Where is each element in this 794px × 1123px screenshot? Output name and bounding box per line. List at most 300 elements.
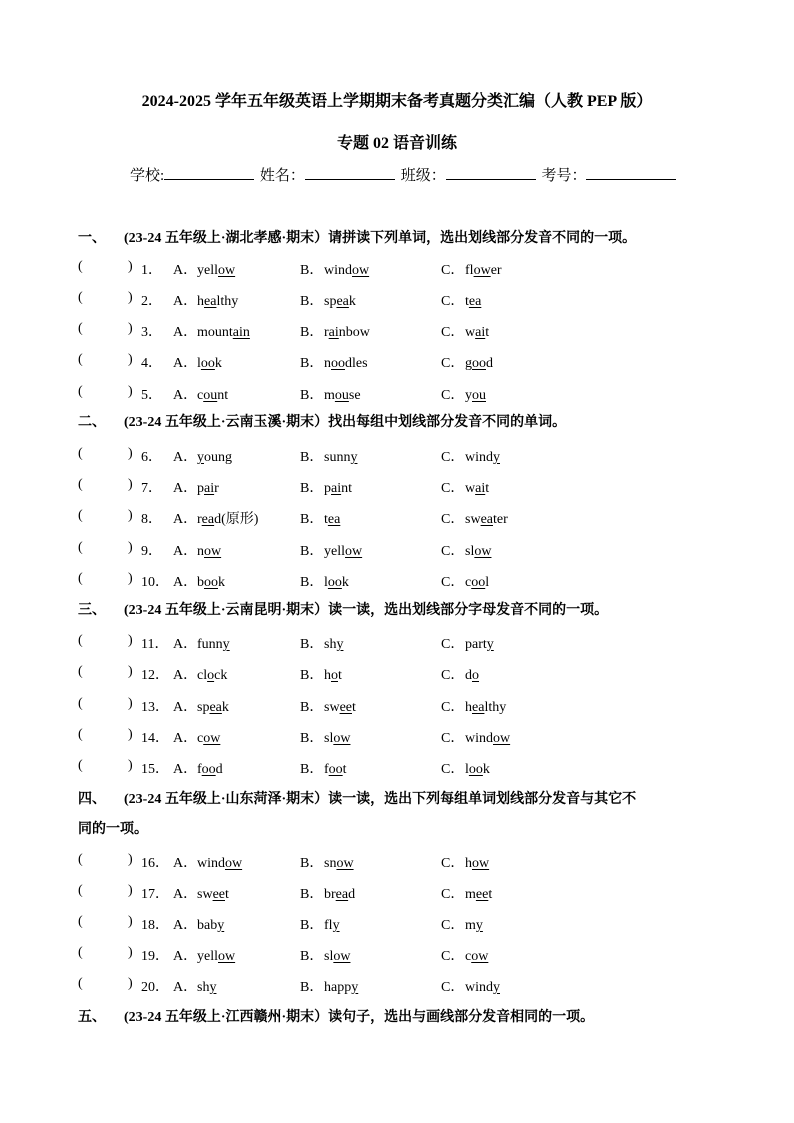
option-word: look <box>465 762 490 777</box>
answer-paren-close: ) <box>128 446 133 461</box>
option-letter: A． <box>173 668 198 683</box>
underlined-part: ow <box>333 731 351 746</box>
option-word: food <box>197 762 223 777</box>
question-number: 16． <box>141 856 169 871</box>
option-a[interactable] <box>173 883 229 903</box>
section-instruction-continued: 同的一项。 <box>78 822 148 837</box>
answer-paren-open[interactable]: ( <box>78 477 83 492</box>
option-word: bread <box>324 887 356 902</box>
option-letter: C． <box>441 668 465 683</box>
option-letter: A． <box>173 512 198 527</box>
option-b[interactable] <box>300 727 350 747</box>
underlined-part: ea <box>209 700 222 715</box>
option-word: snow <box>324 856 354 871</box>
name-blank[interactable] <box>305 165 395 180</box>
question-number: 2． <box>141 294 162 309</box>
underlined-part: y <box>197 450 204 465</box>
option-word: you <box>465 388 486 403</box>
option-c[interactable] <box>441 446 500 466</box>
underlined-part: ow <box>218 949 236 964</box>
option-letter: C． <box>441 856 465 871</box>
section-instruction: (23-24 五年级上·山东菏泽·期末）读一读，选出下列每组单词划线部分发音与其它不 <box>124 792 637 807</box>
option-letter: C． <box>441 949 465 964</box>
option-a[interactable] <box>173 384 228 404</box>
option-word: slow <box>465 544 492 559</box>
option-word: yellow <box>324 544 363 559</box>
page-subtitle: 专题 02 语音训练 <box>336 135 457 152</box>
option-word: look <box>197 356 222 371</box>
underlined-part: oo <box>472 356 486 371</box>
option-word: healthy <box>197 294 239 309</box>
option-letter: B． <box>300 263 324 278</box>
section-heading <box>78 224 728 254</box>
option-letter: A． <box>173 731 198 746</box>
answer-paren-open[interactable]: ( <box>78 914 83 929</box>
question-number: 11． <box>141 637 169 652</box>
answer-paren-open[interactable]: ( <box>78 571 83 586</box>
option-word: window <box>465 731 511 746</box>
answer-paren-open[interactable]: ( <box>78 727 83 742</box>
option-word: pair <box>197 481 219 496</box>
option-letter: C． <box>441 325 465 340</box>
option-letter: A． <box>173 481 198 496</box>
option-b[interactable] <box>300 883 355 903</box>
option-word: mouse <box>324 388 361 403</box>
option-letter: B． <box>300 481 324 496</box>
option-a[interactable] <box>173 259 235 279</box>
option-letter: B． <box>300 762 324 777</box>
option-letter: A． <box>173 356 198 371</box>
option-a[interactable] <box>173 696 229 716</box>
underlined-part: y <box>493 980 500 995</box>
option-word: flower <box>465 263 502 278</box>
option-letter: C． <box>441 388 465 403</box>
option-c[interactable] <box>441 727 510 747</box>
underlined-part: ow <box>333 949 351 964</box>
option-c[interactable] <box>441 883 492 903</box>
answer-paren-open[interactable]: ( <box>78 664 83 679</box>
option-b[interactable] <box>300 259 369 279</box>
option-letter: A． <box>173 575 198 590</box>
option-word: slow <box>324 731 351 746</box>
option-letter: C． <box>441 637 465 652</box>
option-letter: C． <box>441 294 465 309</box>
section-heading <box>78 1003 728 1033</box>
underlined-part: y <box>332 918 340 933</box>
option-word: wait <box>465 325 490 340</box>
answer-paren-close: ) <box>128 696 133 711</box>
underlined-part: ow <box>493 731 511 746</box>
option-letter: A． <box>173 918 198 933</box>
underlined-part: y <box>475 918 483 933</box>
section-instruction: (23-24 五年级上·云南玉溪·期末）找出每组中划线部分发音不同的单词。 <box>124 415 567 430</box>
underlined-part: oo <box>327 575 342 590</box>
option-letter: B． <box>300 356 324 371</box>
option-c[interactable] <box>441 664 479 684</box>
option-letter: A． <box>173 637 198 652</box>
option-word: noodles <box>324 356 368 371</box>
option-b[interactable] <box>300 477 352 497</box>
underlined-part: ea <box>480 512 493 527</box>
option-a[interactable] <box>173 290 238 310</box>
option-word: speak <box>324 294 356 309</box>
underlined-part: ow <box>471 949 489 964</box>
option-letter: B． <box>300 949 324 964</box>
option-word: meet <box>465 887 493 902</box>
option-word: window <box>324 263 370 278</box>
option-a[interactable] <box>173 945 235 965</box>
option-b[interactable] <box>300 352 368 372</box>
option-a[interactable] <box>173 758 223 778</box>
option-b[interactable] <box>300 696 356 716</box>
option-word: how <box>465 856 490 871</box>
option-letter: C． <box>441 700 465 715</box>
underlined-part: ow <box>472 856 490 871</box>
option-letter: C． <box>441 731 465 746</box>
section-number: 一、 <box>78 231 106 246</box>
option-word: tea <box>324 512 341 527</box>
answer-paren-open[interactable]: ( <box>78 852 83 867</box>
option-letter: A． <box>173 949 198 964</box>
option-a[interactable] <box>173 633 230 653</box>
option-word: read(原形) <box>197 512 259 527</box>
option-letter: B． <box>300 325 324 340</box>
underlined-part: ee <box>212 887 225 902</box>
question-number: 9． <box>141 544 162 559</box>
option-letter: C． <box>441 356 465 371</box>
option-letter: B． <box>300 637 324 652</box>
option-b[interactable] <box>300 976 358 996</box>
option-word: mountain <box>197 325 250 340</box>
option-letter: B． <box>300 887 324 902</box>
underlined-part: oo <box>468 762 483 777</box>
option-c[interactable] <box>441 477 489 497</box>
option-a[interactable] <box>173 852 242 872</box>
underlined-part: ai <box>475 481 486 496</box>
option-letter: A． <box>173 325 198 340</box>
option-word: healthy <box>465 700 507 715</box>
option-c[interactable] <box>441 571 489 591</box>
option-c[interactable] <box>441 540 491 560</box>
option-letter: C． <box>441 887 465 902</box>
option-word: young <box>197 450 232 465</box>
answer-paren-close: ) <box>128 352 133 367</box>
option-word: good <box>465 356 493 371</box>
underlined-part: y <box>217 918 225 933</box>
answer-paren-open[interactable]: ( <box>78 883 83 898</box>
option-word: yellow <box>197 949 236 964</box>
underlined-part: ain <box>232 325 250 340</box>
option-a[interactable] <box>173 914 224 934</box>
underlined-part: ea <box>201 512 215 527</box>
option-a[interactable] <box>173 664 227 684</box>
underlined-part: ow <box>225 856 243 871</box>
section-number: 三、 <box>78 603 106 618</box>
section-instruction: (23-24 五年级上·湖北孝感·期末）请拼读下列单词，选出划线部分发音不同的一项。 <box>124 231 637 246</box>
section-number: 五、 <box>78 1010 106 1025</box>
underlined-part: ai <box>475 325 486 340</box>
option-word: my <box>465 918 483 933</box>
option-word: sweater <box>465 512 508 527</box>
underlined-part: y <box>493 450 500 465</box>
underlined-part: y <box>336 637 344 652</box>
option-letter: A． <box>173 544 198 559</box>
option-a[interactable] <box>173 352 222 372</box>
option-word: book <box>197 575 225 590</box>
answer-paren-close: ) <box>128 321 133 336</box>
option-a[interactable] <box>173 508 258 528</box>
answer-paren-open[interactable]: ( <box>78 384 83 399</box>
option-b[interactable] <box>300 540 362 560</box>
question-number: 19． <box>141 949 169 964</box>
option-letter: B． <box>300 731 324 746</box>
option-c[interactable] <box>441 976 500 996</box>
option-b[interactable] <box>300 664 342 684</box>
underlined-part: oo <box>471 575 486 590</box>
answer-paren-close: ) <box>128 976 133 991</box>
class-label: 班级： <box>400 168 446 184</box>
underlined-part: y <box>350 450 358 465</box>
option-letter: B． <box>300 856 324 871</box>
underlined-part: ea <box>327 512 341 527</box>
question-number: 15． <box>141 762 169 777</box>
answer-paren-open[interactable]: ( <box>78 290 83 305</box>
underlined-part: ea <box>204 294 217 309</box>
option-word: count <box>197 388 229 403</box>
answer-paren-open[interactable]: ( <box>78 696 83 711</box>
option-c[interactable] <box>441 914 483 934</box>
option-a[interactable] <box>173 477 219 497</box>
option-letter: B． <box>300 388 324 403</box>
section-heading <box>78 596 728 626</box>
underlined-part: ai <box>331 481 342 496</box>
underlined-part: ou <box>472 388 486 403</box>
option-a[interactable] <box>173 976 216 996</box>
underlined-part: oo <box>328 762 343 777</box>
question-number: 5． <box>141 388 162 403</box>
option-word: clock <box>197 668 228 683</box>
answer-paren-close: ) <box>128 883 133 898</box>
option-b[interactable] <box>300 384 361 404</box>
option-letter: B． <box>300 450 324 465</box>
option-c[interactable] <box>441 758 490 778</box>
answer-paren-open[interactable]: ( <box>78 976 83 991</box>
option-a[interactable] <box>173 571 225 591</box>
underlined-part: ow <box>203 731 221 746</box>
underlined-part: ow <box>204 544 222 559</box>
answer-paren-open[interactable]: ( <box>78 446 83 461</box>
answer-paren-open[interactable]: ( <box>78 758 83 773</box>
option-letter: A． <box>173 294 198 309</box>
option-word: party <box>465 637 494 652</box>
name-label: 姓名： <box>259 168 305 184</box>
answer-paren-close: ) <box>128 727 133 742</box>
option-b[interactable] <box>300 945 350 965</box>
question-number: 7． <box>141 481 162 496</box>
answer-paren-open[interactable]: ( <box>78 352 83 367</box>
option-letter: C． <box>441 481 465 496</box>
option-word: window <box>197 856 243 871</box>
option-c[interactable] <box>441 321 489 341</box>
option-word: cool <box>465 575 490 590</box>
option-b[interactable] <box>300 633 343 653</box>
option-word: paint <box>324 481 352 496</box>
option-letter: B． <box>300 544 324 559</box>
answer-paren-close: ) <box>128 290 133 305</box>
answer-paren-close: ) <box>128 664 133 679</box>
underlined-part: ai <box>328 325 339 340</box>
underlined-part: ee <box>475 887 489 902</box>
option-letter: C． <box>441 512 465 527</box>
answer-paren-close: ) <box>128 852 133 867</box>
option-b[interactable] <box>300 571 349 591</box>
option-word: sunny <box>324 450 358 465</box>
answer-paren-open[interactable]: ( <box>78 321 83 336</box>
option-c[interactable] <box>441 259 502 279</box>
option-letter: B． <box>300 512 324 527</box>
answer-paren-close: ) <box>128 384 133 399</box>
option-word: speak <box>197 700 229 715</box>
option-word: shy <box>324 637 344 652</box>
question-number: 6． <box>141 450 162 465</box>
option-word: look <box>324 575 349 590</box>
option-a[interactable] <box>173 321 250 341</box>
option-letter: B． <box>300 918 324 933</box>
option-letter: B． <box>300 575 324 590</box>
answer-paren-close: ) <box>128 540 133 555</box>
option-c[interactable] <box>441 945 488 965</box>
section-heading <box>78 408 728 438</box>
answer-paren-open[interactable]: ( <box>78 633 83 648</box>
option-letter: B． <box>300 700 324 715</box>
option-letter: A． <box>173 762 198 777</box>
question-number: 8． <box>141 512 162 527</box>
question-number: 13． <box>141 700 169 715</box>
underlined-part: y <box>222 637 230 652</box>
answer-paren-open[interactable]: ( <box>78 540 83 555</box>
answer-paren-close: ) <box>128 945 133 960</box>
option-letter: A． <box>173 856 198 871</box>
underlined-part: ea <box>472 700 485 715</box>
option-b[interactable] <box>300 290 356 310</box>
answer-paren-close: ) <box>128 633 133 648</box>
option-b[interactable] <box>300 758 347 778</box>
option-word: fly <box>324 918 340 933</box>
option-word: cow <box>465 949 489 964</box>
option-c[interactable] <box>441 633 494 653</box>
option-b[interactable] <box>300 508 340 528</box>
option-letter: B． <box>300 668 324 683</box>
option-letter: C． <box>441 762 465 777</box>
option-word: sweet <box>324 700 356 715</box>
underlined-part: oo <box>200 356 215 371</box>
school-label: 学校: <box>130 168 165 184</box>
underlined-part: ou <box>203 388 218 403</box>
underlined-part: ea <box>335 887 349 902</box>
question-number: 20． <box>141 980 169 995</box>
option-c[interactable] <box>441 696 506 716</box>
question-number: 3． <box>141 325 162 340</box>
option-word: now <box>197 544 222 559</box>
underlined-part: ow <box>473 263 491 278</box>
underlined-part: ow <box>352 263 370 278</box>
answer-paren-close: ) <box>128 914 133 929</box>
option-word: tea <box>465 294 482 309</box>
option-letter: B． <box>300 294 324 309</box>
underlined-part: ea <box>468 294 482 309</box>
option-word: yellow <box>197 263 236 278</box>
option-a[interactable] <box>173 446 232 466</box>
section-instruction: (23-24 五年级上·云南昆明·期末）读一读，选出划线部分字母发音不同的一项。 <box>124 603 609 618</box>
underlined-part: y <box>351 980 359 995</box>
option-letter: A． <box>173 700 198 715</box>
option-b[interactable] <box>300 852 354 872</box>
option-word: wait <box>465 481 490 496</box>
option-word: cow <box>197 731 221 746</box>
option-letter: A． <box>173 887 198 902</box>
option-letter: C． <box>441 450 465 465</box>
answer-paren-close: ) <box>128 758 133 773</box>
underlined-part: ee <box>339 700 352 715</box>
option-a[interactable] <box>173 727 220 747</box>
underlined-part: ou <box>334 388 349 403</box>
question-number: 1． <box>141 263 162 278</box>
option-letter: C． <box>441 918 465 933</box>
section-instruction: (23-24 五年级上·江西赣州·期末）读句子，选出与画线部分发音相同的一项。 <box>124 1010 595 1025</box>
option-c[interactable] <box>441 384 486 404</box>
option-word: shy <box>197 980 217 995</box>
question-number: 12． <box>141 668 169 683</box>
option-b[interactable] <box>300 446 357 466</box>
option-letter: A． <box>173 388 198 403</box>
option-letter: A． <box>173 450 198 465</box>
answer-paren-open[interactable]: ( <box>78 508 83 523</box>
answer-paren-close: ) <box>128 259 133 274</box>
option-c[interactable] <box>441 352 493 372</box>
exam-number-blank[interactable] <box>586 165 676 180</box>
section-number: 四、 <box>78 792 106 807</box>
option-c[interactable] <box>441 508 508 528</box>
question-number: 14． <box>141 731 169 746</box>
option-letter: C． <box>441 544 465 559</box>
option-c[interactable] <box>441 290 481 310</box>
option-c[interactable] <box>441 852 489 872</box>
option-letter: A． <box>173 980 198 995</box>
option-word: slow <box>324 949 351 964</box>
underlined-part: oo <box>201 762 216 777</box>
school-blank[interactable] <box>164 165 254 180</box>
option-word: rainbow <box>324 325 370 340</box>
underlined-part: y <box>486 637 494 652</box>
option-word: windy <box>465 450 500 465</box>
option-letter: C． <box>441 980 465 995</box>
option-b[interactable] <box>300 321 370 341</box>
underlined-part: ai <box>204 481 215 496</box>
answer-paren-open[interactable]: ( <box>78 259 83 274</box>
option-b[interactable] <box>300 914 340 934</box>
answer-paren-open[interactable]: ( <box>78 945 83 960</box>
underlined-part: ow <box>336 856 354 871</box>
option-a[interactable] <box>173 540 221 560</box>
class-blank[interactable] <box>446 165 536 180</box>
option-word: baby <box>197 918 225 933</box>
answer-paren-close: ) <box>128 571 133 586</box>
option-word: sweet <box>197 887 229 902</box>
page-title: 2024-2025 学年五年级英语上学期期末备考真题分类汇编（人教 PEP 版） <box>141 93 653 110</box>
option-word: foot <box>324 762 347 777</box>
option-word: do <box>465 668 479 683</box>
question-number: 10． <box>141 575 169 590</box>
